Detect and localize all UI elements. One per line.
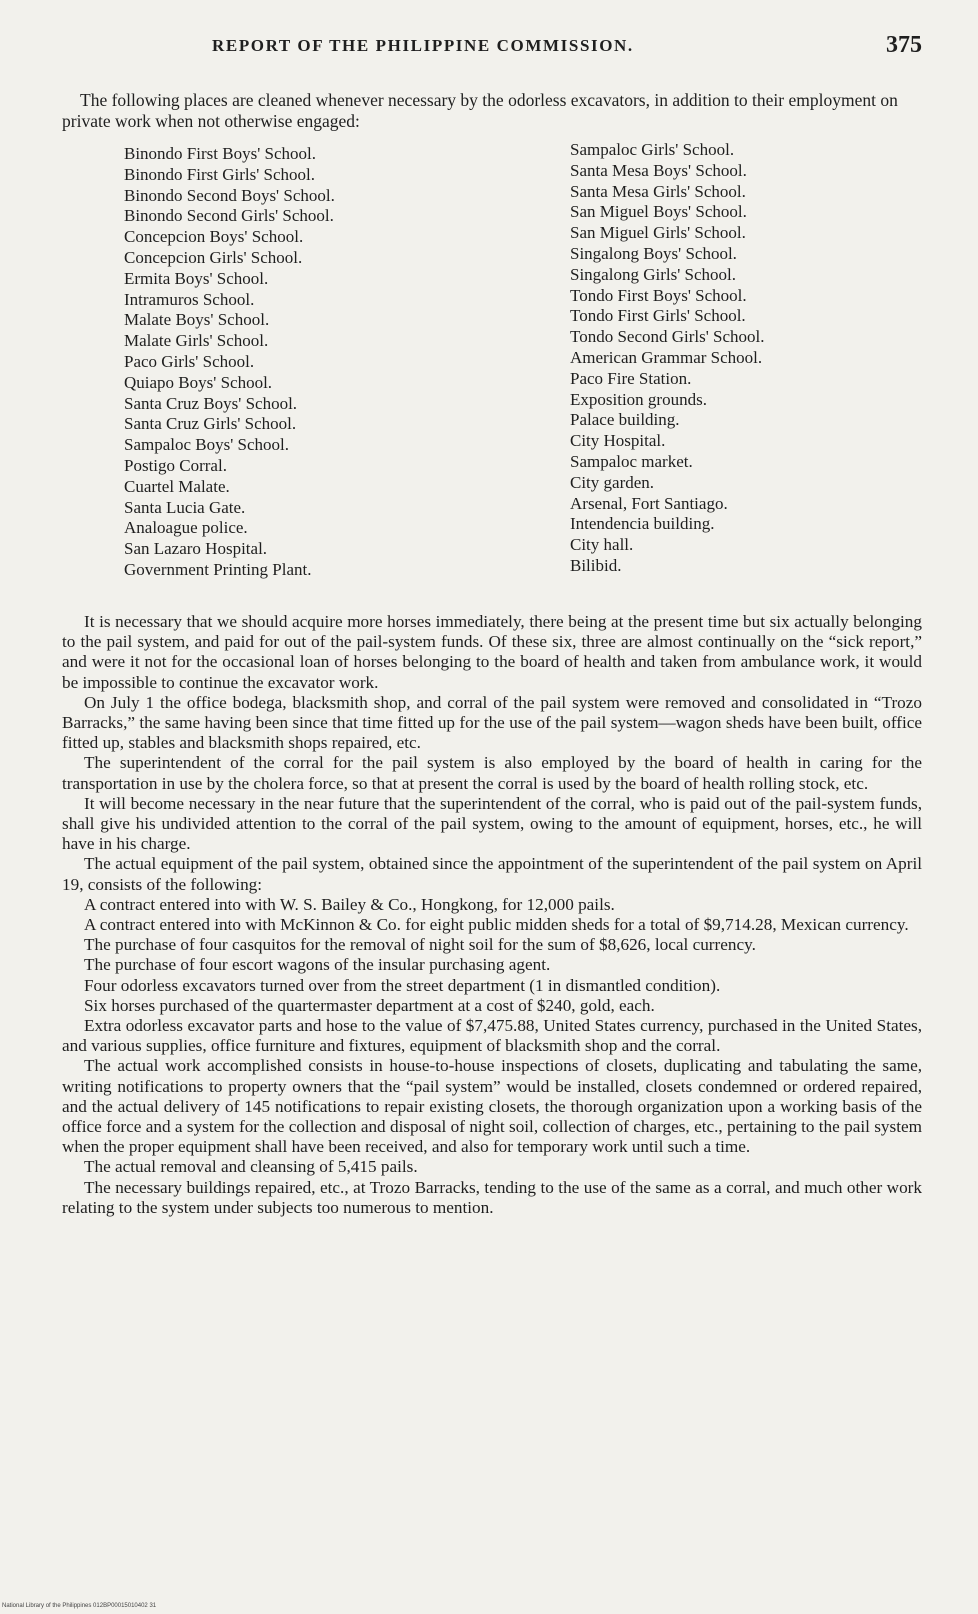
place-item: Government Printing Plant. (124, 559, 312, 579)
place-item: Paco Girls' School. (124, 351, 255, 371)
place-item: Sampaloc Girls' School. (570, 140, 735, 159)
body-paragraph: The purchase of four casquitos for the removal of night soil for the sum of $8,626, local currency. (84, 935, 756, 955)
place-item: Postigo Corral. (124, 455, 227, 475)
place-item: Malate Boys' School. (124, 310, 270, 330)
intro-paragraph: The following places are cleaned whenever necessary by the odorless excavators, in addition to their employment on private work when not otherwise engaged: (62, 90, 898, 131)
place-item: Concepcion Girls' School. (124, 247, 303, 267)
body-paragraph: The actual equipment of the pail system, obtained since the appointment of the superintendent of the pail system on April 19, consists of the following: (62, 854, 922, 894)
body-paragraph: The superintendent of the corral for the pail system is also employed by the board of health in caring for the transportation in use by the cholera force, so that at present the corral is used by the board of health rolling stock, etc. (62, 753, 922, 793)
place-item: Paco Fire Station. (570, 368, 692, 388)
places-list-right (570, 140, 930, 577)
place-item: City garden. (570, 472, 655, 492)
body-paragraph: The purchase of four escort wagons of the insular purchasing agent. (84, 955, 551, 975)
body-paragraph: A contract entered into with W. S. Bailey & Co., Hongkong, for 12,000 pails. (84, 894, 615, 914)
place-item: Sampaloc Boys' School. (124, 435, 290, 455)
place-item: Arsenal, Fort Santiago. (570, 493, 728, 513)
place-item: Santa Mesa Boys' School. (570, 160, 747, 180)
place-item: Analoague police. (124, 518, 248, 538)
place-item: Santa Lucia Gate. (124, 497, 246, 517)
place-item: Binondo Second Boys' School. (124, 185, 335, 205)
running-title: REPORT OF THE PHILIPPINE COMMISSION. (212, 36, 634, 55)
place-item: Exposition grounds. (570, 389, 707, 409)
body-paragraph: It is necessary that we should acquire more horses immediately, there being at the present time but six actually belonging to the pail system, and paid for out of the pail-system funds. Of these six, three are almost continually on the “sick report,” and were it not for the occasional loan of horses belonging to the board of health and taken from ambulance work, it would be impossible to continue the excavator work. (62, 612, 922, 692)
place-item: Singalong Girls' School. (570, 264, 736, 284)
body-paragraph: The actual work accomplished consists in house-to-house inspections of closets, duplicating and tabulating the same, writing notifications to property owners that the “pail system” would be installed, closets condemned or ordered repaired, and the actual delivery of 145 notifications to repair existing closets, the thorough organization upon a working basis of the office force and a system for the collection and disposal of night soil, collection of charges, etc., pertaining to the pail system when the proper equipment shall have been received, and also for temporary work until such a time. (62, 1056, 922, 1157)
body-paragraph: A contract entered into with McKinnon & Co. for eight public midden sheds for a total of $9,714.28, Mexican currency. (84, 915, 909, 935)
place-item: City hall. (570, 535, 634, 555)
place-item: Bilibid. (570, 555, 622, 575)
place-item: Tondo First Boys' School. (570, 285, 747, 305)
place-item: Intendencia building. (570, 514, 715, 534)
place-item: Binondo First Girls' School. (124, 164, 316, 184)
place-item: Malate Girls' School. (124, 331, 269, 351)
place-item: San Lazaro Hospital. (124, 539, 268, 559)
page-number: 375 (886, 32, 922, 58)
place-item: City Hospital. (570, 431, 666, 451)
place-item: Binondo Second Girls' School. (124, 206, 334, 226)
place-item: Tondo Second Girls' School. (570, 327, 765, 347)
places-list-left (124, 144, 544, 581)
body-text (62, 612, 922, 1218)
place-item: Singalong Boys' School. (570, 243, 737, 263)
place-item: San Miguel Girls' School. (570, 223, 746, 243)
page-header (62, 32, 922, 62)
footer-note: National Library of the Philippines 012BP00015010402 31 (2, 1603, 157, 1609)
place-item: Santa Cruz Boys' School. (124, 393, 298, 413)
place-item: Tondo First Girls' School. (570, 306, 746, 326)
place-item: Santa Cruz Girls' School. (124, 414, 297, 434)
place-item: Quiapo Boys' School. (124, 372, 273, 392)
place-item: Ermita Boys' School. (124, 268, 269, 288)
body-paragraph: Four odorless excavators turned over from the street department (1 in dismantled condition). (84, 975, 721, 995)
body-paragraph: On July 1 the office bodega, blacksmith shop, and corral of the pail system were removed and consolidated in “Trozo Barracks,” the same having been since that time fitted up for the use of the pail system—wagon sheds have been built, office fitted up, stables and blacksmith shops repaired, etc. (62, 692, 922, 753)
place-item: Intramuros School. (124, 289, 255, 309)
place-item: Santa Mesa Girls' School. (570, 181, 746, 201)
body-paragraph: It will become necessary in the near future that the superintendent of the corral, who is paid out of the pail-system funds, shall give his undivided attention to the corral of the pail system, owing to the amount of equipment, horses, etc., he will have in his charge. (62, 793, 922, 854)
body-paragraph: Extra odorless excavator parts and hose to the value of $7,475.88, United States currency, purchased in the United States, and various supplies, office furniture and fixtures, equipment of blacksmith shop and the corral. (62, 1016, 922, 1056)
place-item: Concepcion Boys' School. (124, 227, 304, 247)
body-paragraph: The necessary buildings repaired, etc., at Trozo Barracks, tending to the use of the same as a corral, and much other work relating to the system under subjects too numerous to mention. (62, 1177, 922, 1217)
place-item: San Miguel Boys' School. (570, 202, 747, 222)
place-item: Cuartel Malate. (124, 476, 230, 496)
place-item: Binondo First Boys' School. (124, 144, 316, 163)
place-item: Sampaloc market. (570, 451, 693, 471)
place-item: American Grammar School. (570, 347, 763, 367)
body-paragraph: Six horses purchased of the quartermaster department at a cost of $240, gold, each. (84, 995, 655, 1015)
body-paragraph: The actual removal and cleansing of 5,415 pails. (84, 1157, 418, 1177)
place-item: Palace building. (570, 410, 680, 430)
